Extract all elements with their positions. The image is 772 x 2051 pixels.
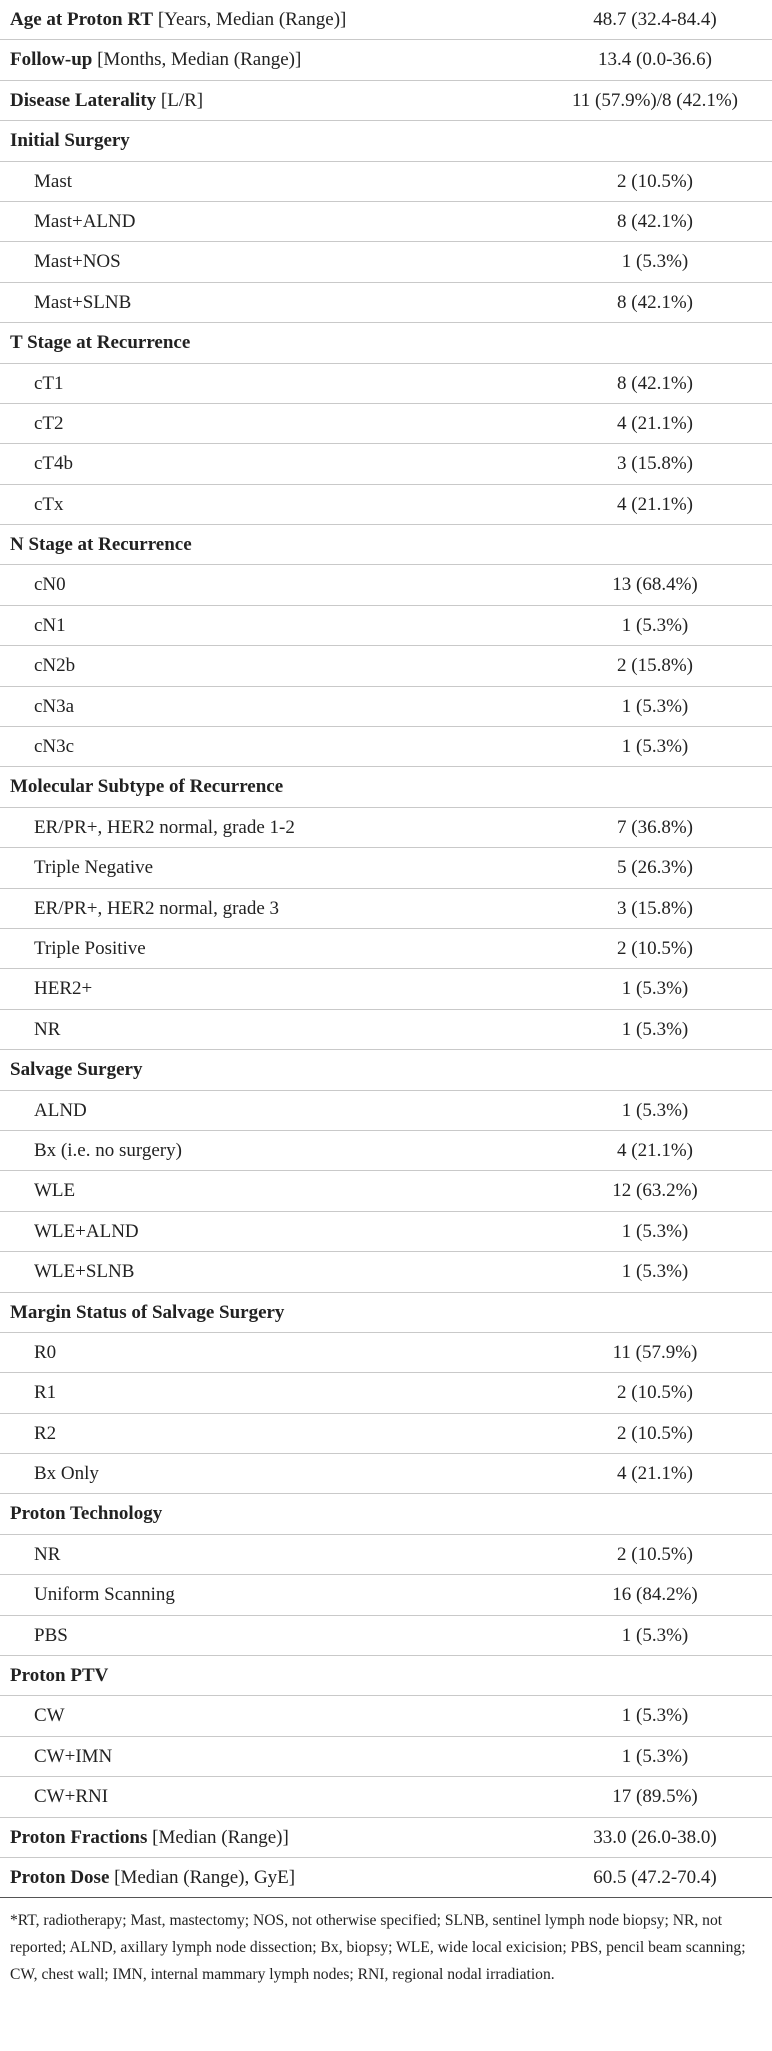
- table-row: [0, 81, 772, 121]
- row-value: 11 (57.9%): [612, 1341, 698, 1363]
- row-value: 16 (84.2%): [612, 1584, 698, 1606]
- table-row: [0, 1737, 772, 1777]
- table-row: [0, 1171, 772, 1211]
- row-value: 8 (42.1%): [617, 291, 693, 313]
- table-row: [0, 1252, 772, 1292]
- table-row: [0, 444, 772, 484]
- table-row: [0, 404, 772, 444]
- table-row: [0, 202, 772, 242]
- row-label: Uniform Scanning: [34, 1584, 175, 1606]
- row-value: 1 (5.3%): [621, 736, 689, 758]
- table-row: [0, 1818, 772, 1858]
- table-row: [0, 565, 772, 605]
- row-value: 13.4 (0.0-36.6): [598, 49, 712, 71]
- table-row: [0, 1575, 772, 1615]
- section-title: Salvage Surgery: [10, 1059, 143, 1081]
- table-row: [0, 889, 772, 929]
- table-row: [0, 1616, 772, 1656]
- section-header-row: [0, 1293, 772, 1333]
- table-row: [0, 1131, 772, 1171]
- row-label: CW+RNI: [34, 1786, 109, 1808]
- table-row: [0, 1454, 772, 1494]
- row-label-unit: [L/R]: [156, 89, 204, 111]
- table-row: [0, 1535, 772, 1575]
- table-row: [0, 848, 772, 888]
- section-header-row: [0, 525, 772, 565]
- row-label: ER/PR+, HER2 normal, grade 3: [34, 897, 280, 919]
- row-label: HER2+: [34, 978, 93, 1000]
- row-label-bold: Age at Proton RT: [10, 9, 154, 30]
- table-row: [0, 646, 772, 686]
- row-value: 12 (63.2%): [612, 1180, 698, 1202]
- table-row: [0, 687, 772, 727]
- row-label: Mast+SLNB: [34, 291, 132, 313]
- row-label: NR: [34, 1543, 61, 1565]
- row-value: 13 (68.4%): [612, 574, 698, 596]
- table-row: [0, 969, 772, 1009]
- row-value: 3 (15.8%): [617, 897, 693, 919]
- row-value: 1 (5.3%): [621, 1261, 689, 1283]
- row-label: cT4b: [34, 453, 74, 475]
- row-value: 1 (5.3%): [621, 1018, 689, 1040]
- row-value: 1 (5.3%): [621, 695, 689, 717]
- row-label: cT2: [34, 412, 64, 434]
- table-row: [0, 283, 772, 323]
- row-label-unit: [Years, Median (Range)]: [153, 9, 347, 30]
- row-label: ER/PR+, HER2 normal, grade 1-2: [34, 816, 295, 838]
- table-row: [0, 1091, 772, 1131]
- row-label: [10, 1858, 295, 1898]
- table-row: [0, 0, 772, 40]
- row-value: 7 (36.8%): [617, 816, 693, 838]
- table-row: [0, 1373, 772, 1413]
- section-header-row: [0, 121, 772, 161]
- row-label: cN0: [34, 574, 66, 596]
- row-label: CW: [34, 1705, 65, 1727]
- row-label: [10, 40, 301, 80]
- row-label: cN3a: [34, 695, 75, 717]
- row-label: [10, 1293, 284, 1333]
- row-label-unit: [Median (Range), GyE]: [109, 1866, 296, 1888]
- table-row: [0, 1858, 772, 1898]
- row-label: R1: [34, 1382, 57, 1404]
- row-label: cN3c: [34, 736, 75, 758]
- row-value: 2 (15.8%): [617, 655, 693, 677]
- row-value: 60.5 (47.2-70.4): [593, 1866, 717, 1888]
- row-value: 11 (57.9%)/8 (42.1%): [571, 89, 739, 111]
- row-label: [10, 121, 130, 161]
- row-label: [10, 767, 283, 807]
- row-value: 17 (89.5%): [612, 1786, 698, 1808]
- row-value: 1 (5.3%): [621, 1099, 689, 1121]
- section-title: Proton Technology: [10, 1503, 163, 1525]
- row-label: R2: [34, 1422, 57, 1444]
- row-label: WLE+ALND: [34, 1220, 139, 1242]
- row-label: [10, 323, 190, 363]
- row-value: 2 (10.5%): [617, 1422, 693, 1444]
- row-label: Triple Positive: [34, 937, 146, 959]
- row-value: 1 (5.3%): [621, 1220, 689, 1242]
- row-label-unit: [Median (Range)]: [147, 1826, 289, 1848]
- section-header-row: [0, 1050, 772, 1090]
- row-value: 4 (21.1%): [617, 1139, 693, 1161]
- table-row: [0, 1010, 772, 1050]
- row-label: Bx (i.e. no surgery): [34, 1139, 182, 1161]
- row-label: Bx Only: [34, 1463, 99, 1485]
- table-row: [0, 606, 772, 646]
- table-row: [0, 485, 772, 525]
- row-value: 8 (42.1%): [617, 210, 693, 232]
- table-row: [0, 1333, 772, 1373]
- table-row: [0, 1696, 772, 1736]
- row-value: 2 (10.5%): [617, 1543, 693, 1565]
- row-value: 33.0 (26.0-38.0): [593, 1826, 717, 1848]
- row-label-bold: Disease Laterality: [10, 89, 157, 111]
- row-label: NR: [34, 1018, 61, 1040]
- row-label-bold: Follow-up: [10, 49, 93, 71]
- row-value: 1 (5.3%): [621, 978, 689, 1000]
- table-footnote: *RT, radiotherapy; Mast, mastectomy; NOS, not otherwise specified; SLNB, sentinel lymph node biopsy; NR, not reported; ALND, axillary lymph node dissection; Bx, biopsy; WLE, wide local exicision; PBS, pencil beam scanning; CW, chest wall; IMN, internal mammary lymph nodes; RNI, regional nodal irradiation.: [10, 1912, 746, 1983]
- row-label: [10, 81, 203, 121]
- section-header-row: [0, 767, 772, 807]
- row-label: [10, 1656, 108, 1696]
- row-label: [10, 1494, 162, 1534]
- row-value: 1 (5.3%): [621, 614, 689, 636]
- section-title: N Stage at Recurrence: [10, 534, 192, 556]
- row-label: Mast: [34, 170, 72, 192]
- table-row: [0, 808, 772, 848]
- row-label: PBS: [34, 1624, 68, 1646]
- row-value: 48.7 (32.4-84.4): [593, 9, 717, 30]
- table-row: [0, 727, 772, 767]
- row-label: [10, 525, 192, 565]
- row-value: 8 (42.1%): [617, 372, 693, 394]
- row-label: CW+IMN: [34, 1745, 113, 1767]
- row-value: 3 (15.8%): [617, 453, 693, 475]
- row-label: cTx: [34, 493, 64, 515]
- row-value: 1 (5.3%): [621, 251, 689, 273]
- row-label: R0: [34, 1341, 57, 1363]
- table-row: [0, 1414, 772, 1454]
- table-row: [0, 162, 772, 202]
- row-value: 2 (10.5%): [617, 937, 693, 959]
- section-title: Margin Status of Salvage Surgery: [10, 1301, 285, 1323]
- row-value: 1 (5.3%): [621, 1745, 689, 1767]
- row-label: [10, 0, 346, 40]
- row-value: 5 (26.3%): [617, 857, 693, 879]
- section-title: T Stage at Recurrence: [10, 332, 191, 354]
- section-header-row: [0, 323, 772, 363]
- row-label: Mast+NOS: [34, 251, 121, 273]
- row-label: cN1: [34, 614, 66, 636]
- row-value: 4 (21.1%): [617, 412, 693, 434]
- table-row: [0, 242, 772, 282]
- row-value: 2 (10.5%): [617, 170, 693, 192]
- table-row: [0, 1212, 772, 1252]
- section-header-row: [0, 1494, 772, 1534]
- table-row: [0, 364, 772, 404]
- row-label: Mast+ALND: [34, 210, 136, 232]
- section-title: Molecular Subtype of Recurrence: [10, 776, 284, 798]
- row-label: WLE+SLNB: [34, 1261, 135, 1283]
- row-value: 2 (10.5%): [617, 1382, 693, 1404]
- row-label: cT1: [34, 372, 64, 394]
- section-header-row: [0, 1656, 772, 1696]
- table-row: [0, 40, 772, 80]
- row-label: [10, 1050, 142, 1090]
- row-value: 1 (5.3%): [621, 1624, 689, 1646]
- section-title: Proton PTV: [10, 1665, 109, 1687]
- row-value: 1 (5.3%): [621, 1705, 689, 1727]
- row-label: [10, 1818, 289, 1858]
- row-label: WLE: [34, 1180, 76, 1202]
- section-title: Initial Surgery: [10, 130, 130, 152]
- row-value: 4 (21.1%): [617, 1463, 693, 1485]
- row-value: 4 (21.1%): [617, 493, 693, 515]
- row-label: ALND: [34, 1099, 87, 1121]
- row-label-unit: [Months, Median (Range)]: [92, 49, 302, 71]
- row-label: Triple Negative: [34, 857, 154, 879]
- row-label-bold: Proton Dose: [10, 1866, 110, 1888]
- table-row: [0, 1777, 772, 1817]
- row-label-bold: Proton Fractions: [10, 1826, 148, 1848]
- row-label: cN2b: [34, 655, 76, 677]
- table-row: [0, 929, 772, 969]
